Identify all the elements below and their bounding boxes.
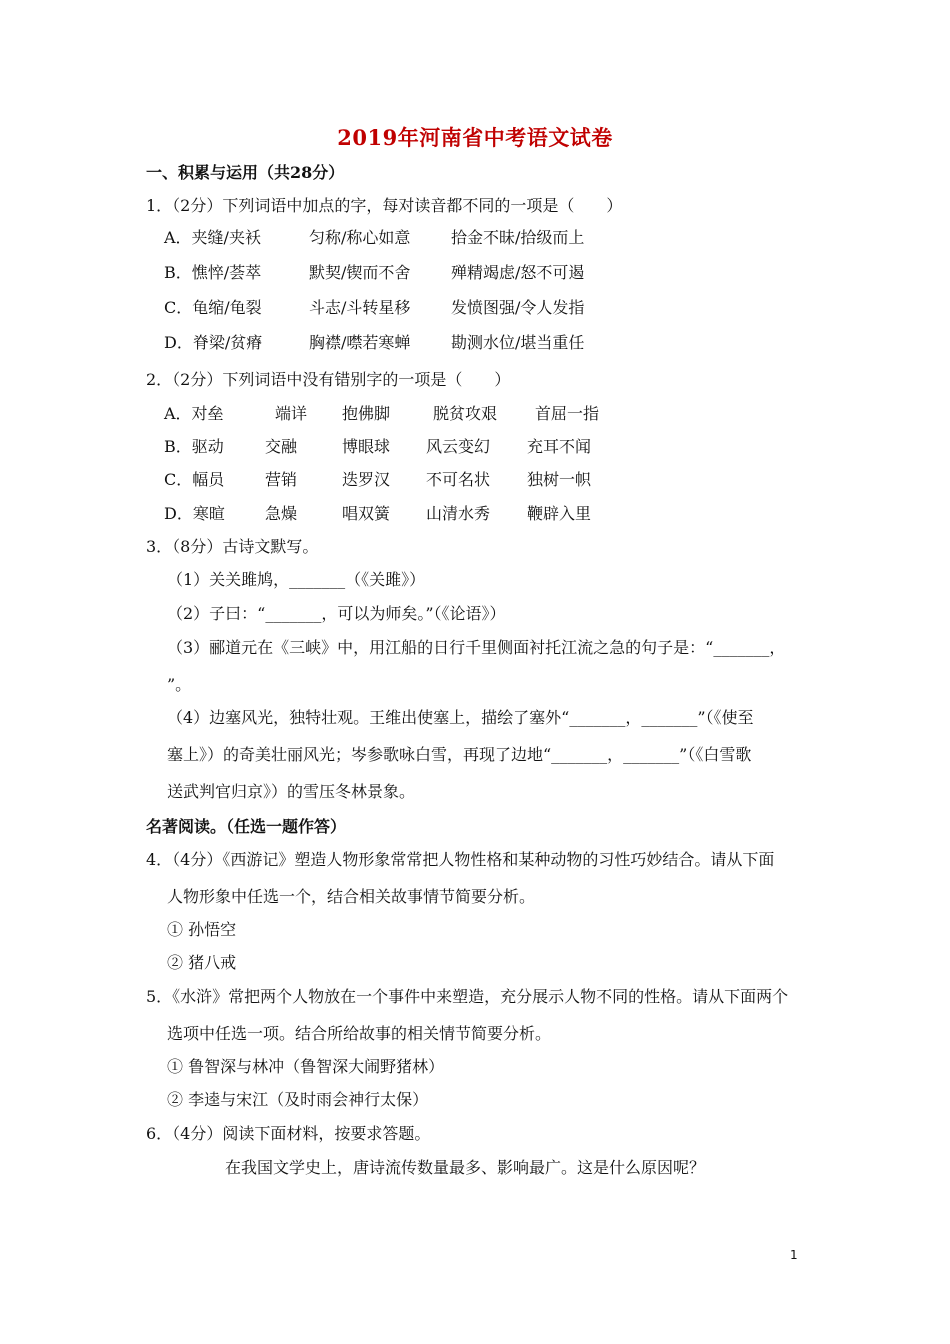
q1-option-a-2: 匀称/称心如意	[309, 228, 411, 247]
q1-option-c-3: 发愤图强/令人发指	[451, 298, 585, 317]
q2-option-d-4: 山清水秀	[426, 504, 491, 523]
section-heading-classics: 名著阅读。（任选一题作答）	[146, 817, 347, 836]
q2-option-a-5: 首屈一指	[535, 404, 600, 423]
q3-stem: 3．（8分）古诗文默写。	[146, 537, 319, 556]
q2-option-a-3: 抱佛脚	[342, 404, 391, 423]
q3-line-3b: ”。	[167, 675, 192, 694]
q1-option-c-1: C．龟缩/龟裂	[164, 298, 262, 317]
q2-option-c-5: 独树一帜	[527, 470, 592, 489]
q1-option-a-1: A．夹缝/夹袄	[164, 228, 261, 247]
q5-option-2: ② 李逵与宋江（及时雨会神行太保）	[167, 1090, 429, 1109]
q4-stem-line-1: 4．（4分）《西游记》塑造人物形象常常把人物性格和某种动物的习性巧妙结合。请从下面	[146, 850, 775, 869]
page-number: 1	[790, 1248, 798, 1262]
q5-stem-line-1: 5．《水浒》常把两个人物放在一个事件中来塑造，充分展示人物不同的性格。请从下面两个	[146, 987, 789, 1006]
q2-stem: 2．（2分）下列词语中没有错别字的一项是（ ）	[146, 370, 511, 389]
q3-line-3a: （3）郦道元在《三峡》中，用江船的日行千里侧面衬托江流之急的句子是：“_______，	[167, 638, 786, 657]
q2-option-c-4: 不可名状	[426, 470, 491, 489]
q2-option-b-3: 博眼球	[342, 437, 391, 456]
q5-stem-line-2: 选项中任选一项。结合所给故事的相关情节简要分析。	[167, 1024, 552, 1043]
q6-stem: 6．（4分）阅读下面材料，按要求答题。	[146, 1124, 431, 1143]
q3-line-4a: （4）边塞风光，独特壮观。王维出使塞上，描绘了塞外“_______，_______”（《使至	[167, 708, 754, 727]
q1-option-b-2: 默契/锲而不舍	[309, 263, 411, 282]
q2-option-c-1: C．幅员	[164, 470, 225, 489]
q2-option-a-1: A．对垒	[164, 404, 224, 423]
q2-option-d-3: 唱双簧	[342, 504, 391, 523]
q1-option-c-2: 斗志/斗转星移	[309, 298, 411, 317]
q1-option-d-3: 勘测水位/堪当重任	[451, 333, 585, 352]
q1-stem: 1．（2分）下列词语中加点的字，每对读音都不同的一项是（ ）	[146, 196, 623, 215]
exam-title: 2019年河南省中考语文试卷	[337, 125, 613, 150]
q4-option-1: ① 孙悟空	[167, 920, 237, 939]
q3-line-4c: 送武判官归京》）的雪压冬林景象。	[167, 782, 416, 801]
q2-option-c-3: 迭罗汉	[342, 470, 391, 489]
q1-option-a-3: 拾金不昧/拾级而上	[451, 228, 585, 247]
q5-option-1: ① 鲁智深与林冲（鲁智深大闹野猪林）	[167, 1057, 445, 1076]
q1-option-b-3: 殚精竭虑/怒不可遏	[451, 263, 585, 282]
q2-option-a-2: 端详	[275, 404, 308, 423]
q2-option-b-5: 充耳不闻	[527, 437, 592, 456]
q2-option-b-1: B．驱动	[164, 437, 224, 456]
q3-line-1: （1）关关雎鸠，_______（《关雎》）	[167, 570, 426, 589]
q2-option-b-4: 风云变幻	[426, 437, 491, 456]
q6-passage-line-1: 在我国文学史上，唐诗流传数量最多、影响最广。这是什么原因呢？	[225, 1158, 706, 1177]
q2-option-a-4: 脱贫攻艰	[433, 404, 498, 423]
section-heading-accumulation: 一、积累与运用（共28分）	[146, 163, 345, 182]
q4-option-2: ② 猪八戒	[167, 953, 237, 972]
q3-line-4b: 塞上》）的奇美壮丽风光；岑参歌咏白雪，再现了边地“_______，_______”（《白雪歌	[167, 745, 752, 764]
q2-option-b-2: 交融	[265, 437, 298, 456]
q2-option-d-2: 急燥	[265, 504, 298, 523]
q2-option-d-5: 鞭辟入里	[527, 504, 592, 523]
q1-option-d-1: D．脊梁/贫瘠	[164, 333, 263, 352]
q1-option-b-1: B．憔悴/荟萃	[164, 263, 262, 282]
q1-option-d-2: 胸襟/噤若寒蝉	[309, 333, 411, 352]
q2-option-c-2: 营销	[265, 470, 298, 489]
q3-line-2: （2）子曰：“_______，可以为师矣。”（《论语》）	[167, 604, 506, 623]
q2-option-d-1: D．寒暄	[164, 504, 225, 523]
q4-stem-line-2: 人物形象中任选一个，结合相关故事情节简要分析。	[167, 887, 536, 906]
